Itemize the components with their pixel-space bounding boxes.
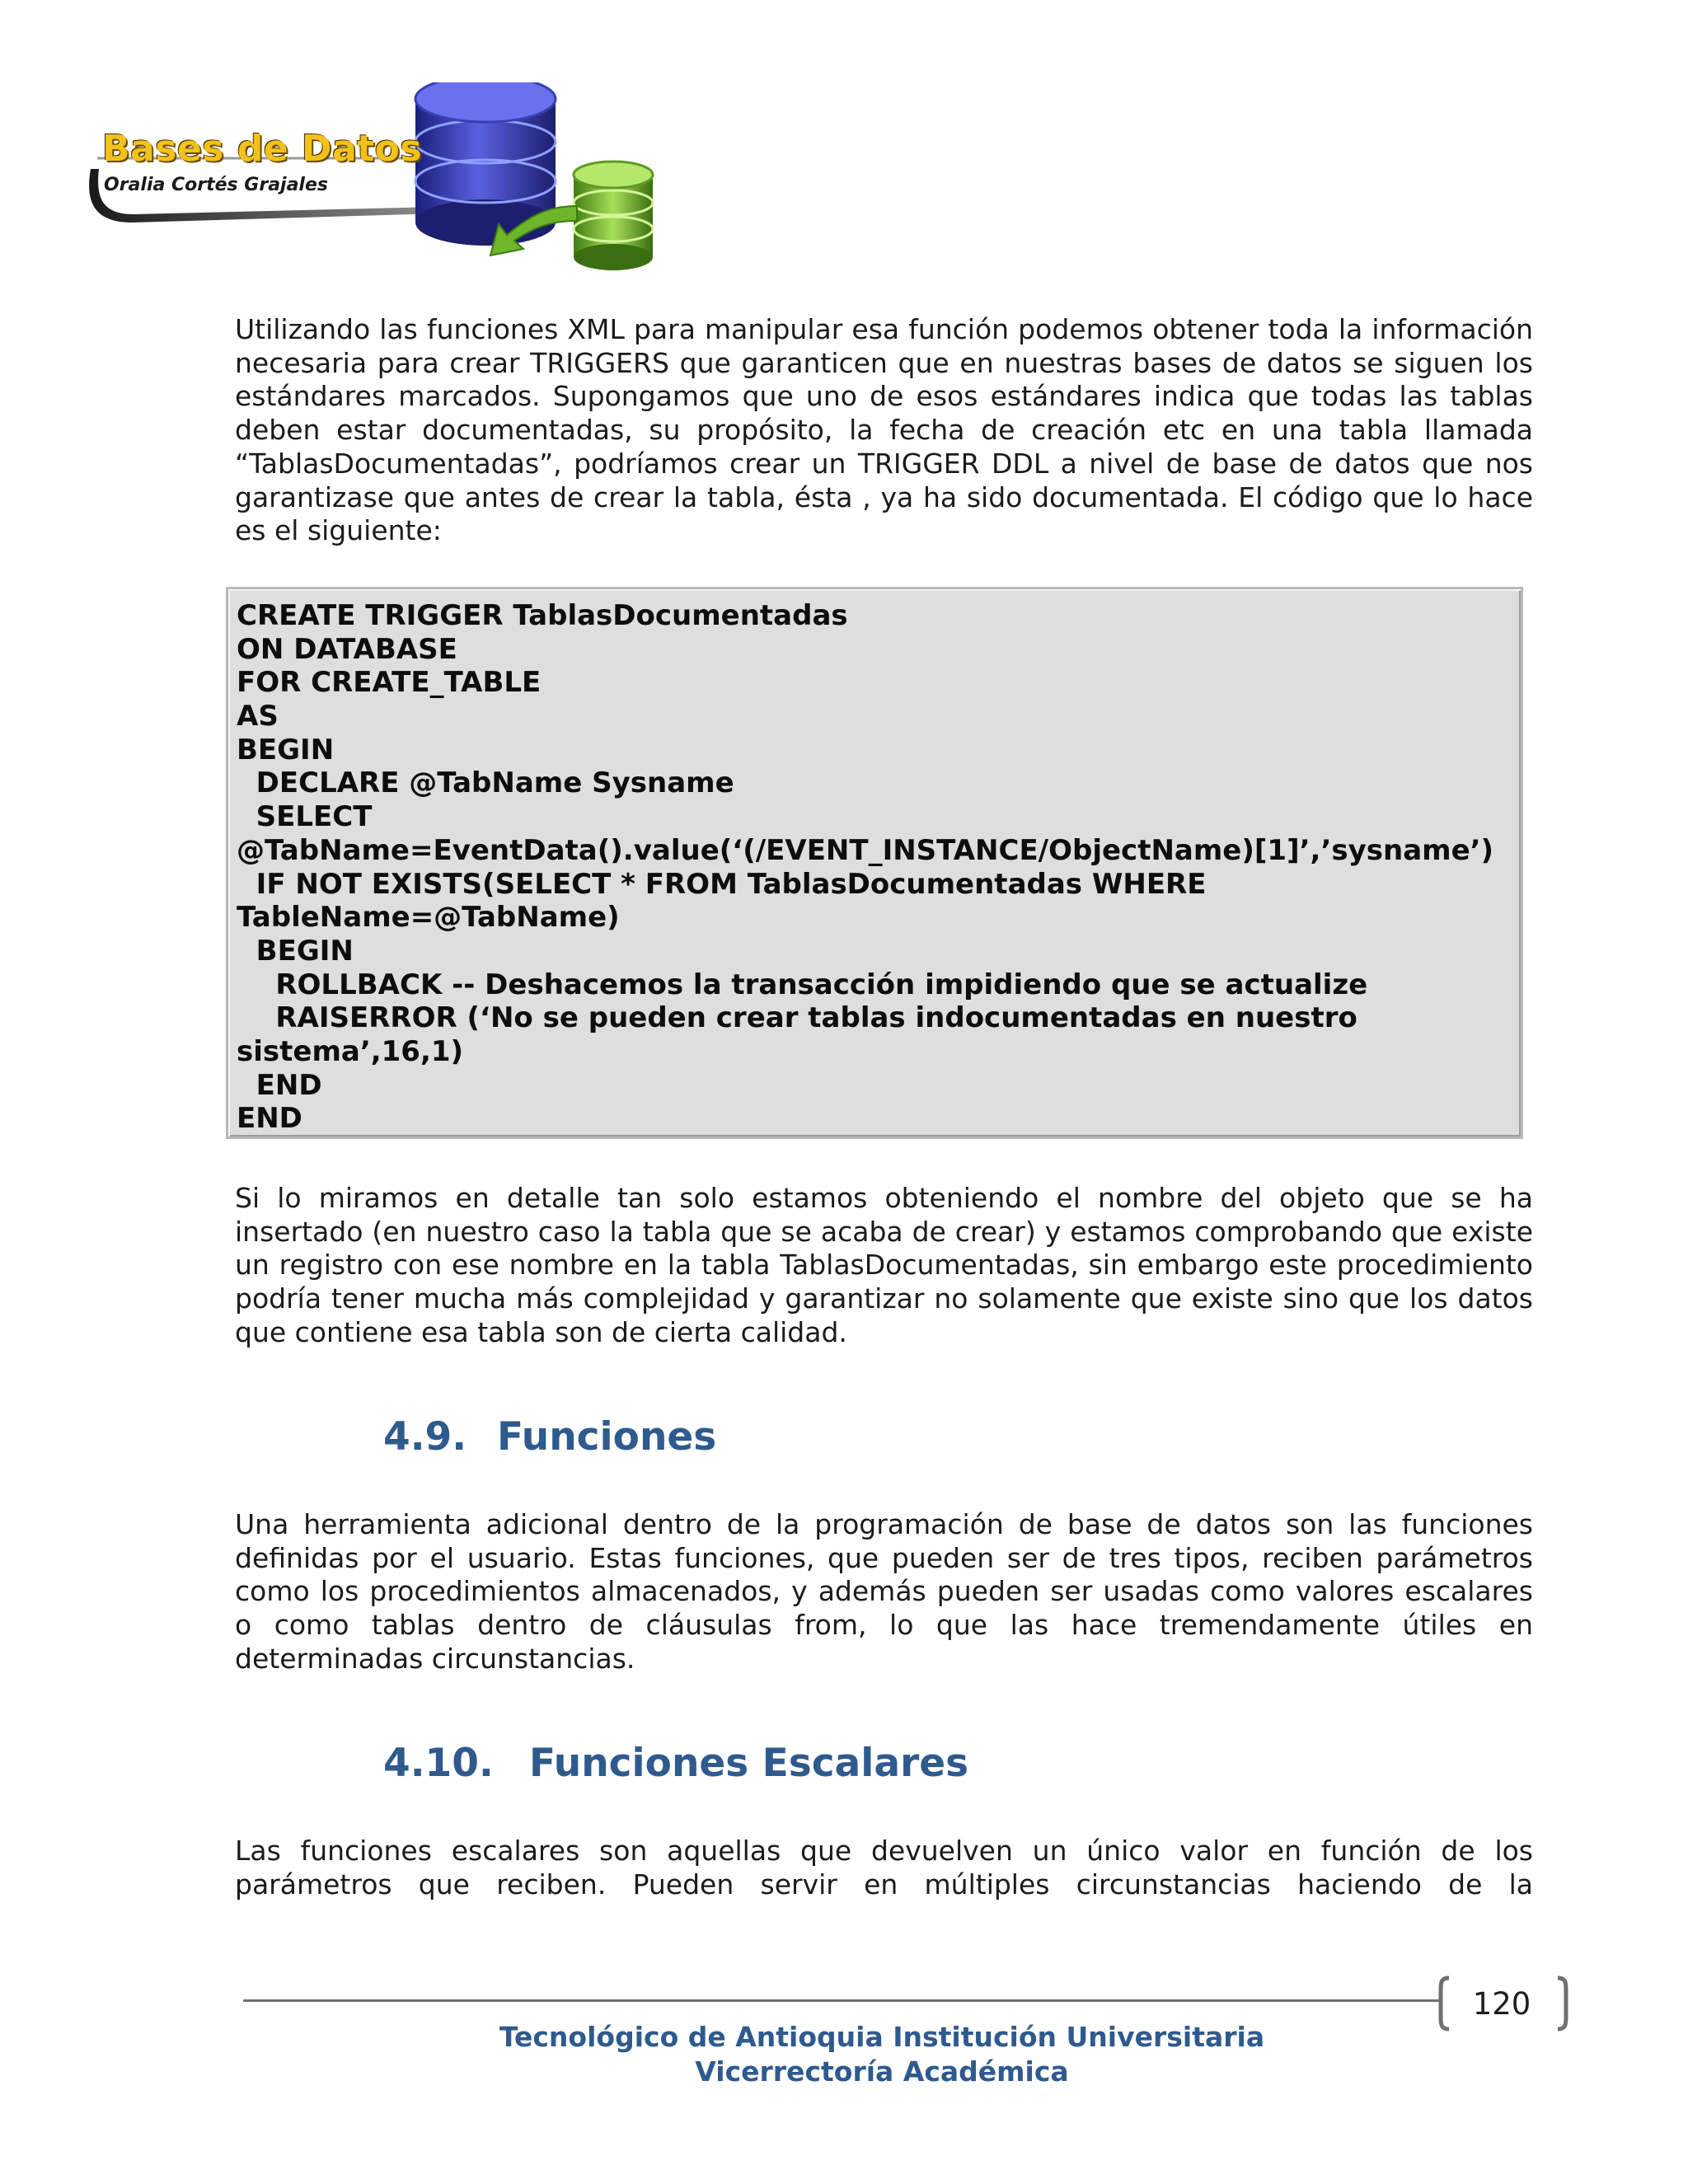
section-number: 4.9. xyxy=(383,1414,467,1460)
code-line: BEGIN xyxy=(237,733,335,766)
footer-institution: Tecnológico de Antioquia Institución Universitaria xyxy=(499,2021,1265,2053)
code-line: END xyxy=(237,1102,302,1136)
intro-paragraph: Utilizando las funciones XML para manipular esa función podemos obtener toda la información necesaria para crear TRIGGERS que garanticen que en nuestras bases de datos se siguen los estándares marcados. Supongamos que uno de esos estándares indica que todas las tablas deben estar documentadas, su propósito, la fecha de creación etc en una tabla llamada “TablasDocumentadas”, podríamos crear un TRIGGER DDL a nivel de base de datos que nos garantizase que antes de crear la tabla, ésta , ya ha sido documentada. El código que lo hace es el siguiente: xyxy=(235,313,1533,547)
section-number: 4.10. xyxy=(383,1741,494,1786)
code-line: FOR CREATE_TABLE xyxy=(237,666,542,700)
after-code-paragraph: Si lo miramos en detalle tan solo estamos obteniendo el nombre del objeto que se ha insertado (en nuestro caso la tabla que se acaba de crear) y estamos comprobando que existe un registro con ese nombre en la tabla TablasDocumentadas, sin embargo este procedimiento podría tener mucha más complejidad y garantizar no solamente que existe sino que los datos que contiene esa tabla son de cierta calidad. xyxy=(235,1182,1533,1348)
code-line: DECLARE @TabName Sysname xyxy=(237,766,734,800)
code-line: SELECT xyxy=(237,800,373,834)
code-line: TableName=@TabName) xyxy=(237,901,620,935)
code-lines xyxy=(228,599,1493,1136)
code-line: AS xyxy=(237,700,279,733)
code-line: CREATE TRIGGER TablasDocumentadas xyxy=(237,599,848,632)
section-title: Funciones xyxy=(497,1414,717,1460)
funciones-paragraph: Una herramienta adicional dentro de la programación de base de datos son las funciones definidas por el usuario. Estas funciones, que pueden ser de tres tipos, reciben parámetros como los procedimientos almacenados, y además pueden ser usadas como valores escalares o como tablas dentro de cláusulas from, lo que las hace tremendamente útiles en determinadas circunstancias. xyxy=(235,1508,1533,1675)
section-title: Funciones Escalares xyxy=(529,1741,969,1786)
section-heading-funciones xyxy=(383,1414,716,1460)
code-line: BEGIN xyxy=(237,934,354,968)
code-line: RAISERROR (‘No se pueden crear tablas indocumentadas en nuestro xyxy=(237,1001,1357,1035)
code-block xyxy=(226,587,1523,1139)
code-line: ROLLBACK -- Deshacemos la transacción impidiendo que se actualize xyxy=(237,968,1368,1001)
code-line: @TabName=EventData().value(‘(/EVENT_INSTANCE/ObjectName)[1]’,’sysname’) xyxy=(237,833,1494,867)
code-line: sistema’,16,1) xyxy=(237,1034,464,1068)
section-heading-funciones-escalares xyxy=(383,1741,968,1786)
footer-divider xyxy=(243,1999,1440,2002)
logo-title: Bases de Datos xyxy=(102,128,423,170)
footer-department: Vicerrectoría Académica xyxy=(695,2055,1069,2088)
code-line: ON DATABASE xyxy=(237,632,457,666)
code-line: END xyxy=(237,1068,322,1102)
page-number: 120 xyxy=(1472,1986,1531,2022)
logo-author: Oralia Cortés Grajales xyxy=(104,175,328,195)
funciones-escalares-paragraph: Las funciones escalares son aquellas que devuelven un único valor en función de los parámetros que reciben. Pueden servir en múltiples circunstancias haciendo de la xyxy=(235,1835,1533,1900)
code-line: IF NOT EXISTS(SELECT * FROM TablasDocumentadas WHERE xyxy=(237,867,1207,901)
